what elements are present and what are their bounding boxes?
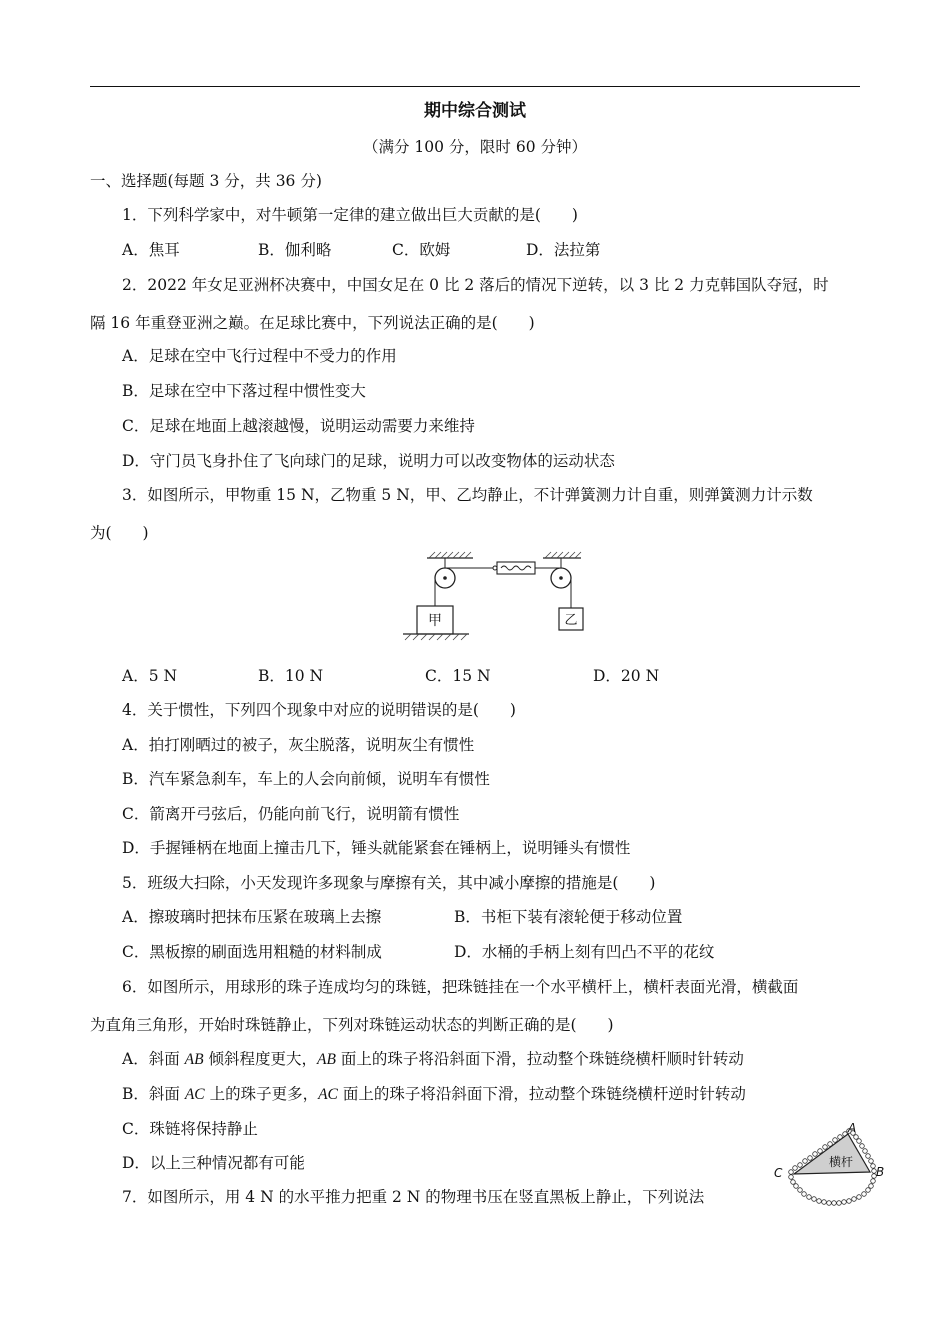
q3-option-b: B．10 N [258, 667, 324, 685]
q5-option-b: B．书柜下装有滚轮便于移动位置 [454, 908, 683, 926]
page-subtitle: （满分 100 分，限时 60 分钟） [362, 138, 588, 156]
q4-option-d: D．手握锤柄在地面上撞击几下，锤头就能紧套在锤柄上，说明锤头有惯性 [122, 839, 631, 857]
q4-option-c: C．箭离开弓弦后，仍能向前飞行，说明箭有惯性 [122, 805, 460, 823]
q1-option-a: A．焦耳 [122, 241, 180, 259]
q2-option-b: B．足球在空中下落过程中惯性变大 [122, 382, 366, 400]
q6-bead-chain-figure [770, 1118, 890, 1210]
q2-option-c: C．足球在地面上越滚越慢，说明运动需要力来维持 [122, 417, 475, 435]
q5-option-d: D．水桶的手柄上刻有凹凸不平的花纹 [454, 943, 715, 961]
q4-option-a: A．拍打刚晒过的被子，灰尘脱落，说明灰尘有惯性 [122, 736, 475, 754]
q3-option-d: D．20 N [593, 667, 660, 685]
section-heading: 一、选择题(每题 3 分，共 36 分) [90, 172, 322, 190]
q3-stem-line1: 3．如图所示，甲物重 15 N，乙物重 5 N，甲、乙均静止，不计弹簧测力计自重，则弹簧测力计示数 [122, 486, 813, 504]
q3-option-c: C．15 N [425, 667, 491, 685]
q6-option-b: B．斜面 AC 上的珠子更多，AC 面上的珠子将沿斜面下滑，拉动整个珠链绕横杆逆时针转动 [122, 1085, 746, 1103]
q1-option-b: B．伽利略 [258, 241, 332, 259]
q4-stem: 4．关于惯性，下列四个现象中对应的说明错误的是( ) [122, 701, 516, 719]
q2-option-d: D．守门员飞身扑住了飞向球门的足球，说明力可以改变物体的运动状态 [122, 452, 615, 470]
q4-option-b: B．汽车紧急刹车，车上的人会向前倾，说明车有惯性 [122, 770, 490, 788]
q1-option-d: D．法拉第 [526, 241, 601, 259]
bar-label: 横杆 [828, 1155, 854, 1169]
point-a-label: A [848, 1121, 857, 1135]
q6-option-d: D．以上三种情况都有可能 [122, 1154, 305, 1172]
q3-stem-line2: 为( ) [90, 524, 149, 542]
q6-stem-line1: 6．如图所示，用球形的珠子连成均匀的珠链，把珠链挂在一个水平横杆上，横杆表面光滑，横截面 [122, 978, 799, 996]
q5-option-c: C．黑板擦的刷面选用粗糙的材料制成 [122, 943, 382, 961]
block-yi-label: 乙 [564, 613, 578, 628]
q1-option-c: C．欧姆 [392, 241, 451, 259]
point-c-label: C [774, 1166, 783, 1180]
header-rule [90, 86, 860, 87]
q2-stem-line1: 2．2022 年女足亚洲杯决赛中，中国女足在 0 比 2 落后的情况下逆转，以 3 比 2 力克韩国队夺冠，时 [122, 276, 829, 294]
q6-option-a: A．斜面 AB 倾斜程度更大，AB 面上的珠子将沿斜面下滑，拉动整个珠链绕横杆顺时针转动 [122, 1050, 744, 1068]
q3-option-a: A．5 N [122, 667, 178, 685]
page-title: 期中综合测试 [424, 101, 526, 121]
q5-stem: 5．班级大扫除，小天发现许多现象与摩擦有关，其中减小摩擦的措施是( ) [122, 874, 656, 892]
spring-scale-icon [497, 562, 535, 574]
q6-stem-line2: 为直角三角形，开始时珠链静止，下列对珠链运动状态的判断正确的是( ) [90, 1016, 614, 1034]
q2-option-a: A．足球在空中飞行过程中不受力的作用 [122, 347, 397, 365]
q7-stem: 7．如图所示，用 4 N 的水平推力把重 2 N 的物理书压在竖直黑板上静止，下列说法 [122, 1188, 705, 1206]
q1-stem: 1．下列科学家中，对牛顿第一定律的建立做出巨大贡献的是( ) [122, 206, 578, 224]
q2-stem-line2: 隔 16 年重登亚洲之巅。在足球比赛中，下列说法正确的是( ) [90, 314, 535, 332]
q6-option-c: C．珠链将保持静止 [122, 1120, 258, 1138]
point-b-label: B [876, 1165, 885, 1179]
block-jia-label: 甲 [428, 613, 442, 629]
q5-option-a: A．擦玻璃时把抹布压紧在玻璃上去擦 [122, 908, 382, 926]
q3-pulley-figure [395, 548, 595, 648]
